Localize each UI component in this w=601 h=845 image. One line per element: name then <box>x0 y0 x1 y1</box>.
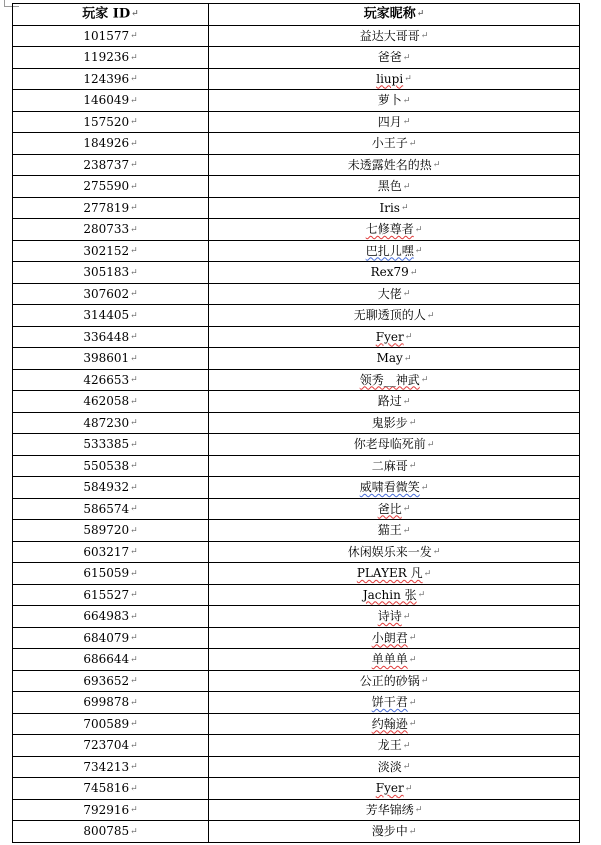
player-nickname-cell <box>209 584 580 606</box>
player-id: 398601 <box>83 351 130 365</box>
player-id: 487230 <box>83 415 130 430</box>
player-nickname: 芳华锦绣 <box>365 802 414 817</box>
cell-end-mark: ↵ <box>130 289 138 299</box>
player-nickname: 猫王 <box>377 523 402 537</box>
player-id: 792916 <box>83 802 130 817</box>
player-id-cell <box>13 326 209 348</box>
cell-end-mark: ↵ <box>130 568 138 579</box>
player-id-cell <box>13 799 209 821</box>
player-id: 305183 <box>83 265 130 279</box>
player-id: 280733 <box>83 222 130 236</box>
table-row <box>13 154 580 176</box>
player-nickname-cell <box>209 369 580 391</box>
player-nickname: 四月 <box>377 114 402 129</box>
header-player-id: 玩家 ID↵ <box>13 4 209 26</box>
player-nickname: 益达大哥哥 <box>359 28 420 43</box>
cell-end-mark: ↵ <box>130 203 138 213</box>
player-id-cell <box>13 649 209 671</box>
player-id: 124396 <box>83 71 130 86</box>
cell-end-mark: ↵ <box>130 224 138 235</box>
player-id: 615527 <box>83 587 130 602</box>
table-row <box>13 735 580 757</box>
cell-end-mark: ↵ <box>130 482 138 493</box>
player-id-cell <box>13 176 209 198</box>
table-row <box>13 498 580 520</box>
cell-end-mark: ↵ <box>408 633 417 643</box>
table-row <box>13 111 580 133</box>
cell-end-mark: ↵ <box>130 160 138 170</box>
cell-end-mark: ↵ <box>130 353 138 364</box>
cell-end-mark: ↵ <box>130 418 138 428</box>
player-nickname: liupi <box>376 71 404 86</box>
player-nickname-cell <box>209 412 580 434</box>
table-row <box>13 649 580 671</box>
player-id: 723704 <box>83 738 130 752</box>
player-nickname: 爸比 <box>377 501 402 516</box>
player-id-cell <box>13 47 209 69</box>
player-nickname: 公正的砂锅 <box>359 673 420 688</box>
player-id-cell <box>13 498 209 520</box>
player-nickname: 领秀__神武 <box>359 372 420 387</box>
player-id: 533385 <box>83 437 130 451</box>
player-nickname-cell <box>209 240 580 262</box>
player-id-cell <box>13 68 209 90</box>
cell-end-mark: ↵ <box>408 654 417 665</box>
player-id-cell <box>13 434 209 456</box>
cell-end-mark: ↵ <box>402 611 411 622</box>
player-nickname-cell <box>209 799 580 821</box>
cell-end-mark: ↵ <box>402 504 411 514</box>
player-id-cell <box>13 369 209 391</box>
cell-end-mark: ↵ <box>404 332 413 342</box>
player-id-cell <box>13 305 209 327</box>
cell-end-mark: ↵ <box>130 676 138 686</box>
player-nickname-cell <box>209 670 580 692</box>
player-nickname: Iris <box>379 200 400 215</box>
cell-end-mark: ↵ <box>423 568 432 579</box>
table-row <box>13 756 580 778</box>
player-id-cell <box>13 692 209 714</box>
table-row <box>13 47 580 69</box>
cell-end-mark: ↵ <box>130 117 138 127</box>
player-id: 426653 <box>83 372 130 387</box>
player-id-cell <box>13 520 209 542</box>
player-nickname-cell <box>209 219 580 241</box>
cell-end-mark: ↵ <box>404 783 413 794</box>
cell-end-mark: ↵ <box>130 332 138 342</box>
player-id: 589720 <box>83 523 130 537</box>
cell-end-mark: ↵ <box>130 826 138 837</box>
player-id-cell <box>13 240 209 262</box>
player-id-cell <box>13 735 209 757</box>
cell-end-mark: ↵ <box>409 267 418 278</box>
cell-end-mark: ↵ <box>426 310 435 321</box>
player-nickname: 约翰逊 <box>371 716 408 731</box>
header-player-nickname: 玩家昵称↵ <box>209 4 580 26</box>
player-id-cell <box>13 391 209 413</box>
player-table <box>12 3 580 843</box>
player-nickname: 未透露姓名的热 <box>347 157 432 172</box>
player-nickname-cell <box>209 90 580 112</box>
cell-end-mark: ↵ <box>130 504 138 514</box>
player-nickname: Fyer <box>375 781 404 795</box>
player-id: 146049 <box>83 93 130 107</box>
cell-end-mark: ↵ <box>130 783 138 794</box>
table-row <box>13 541 580 563</box>
player-id: 184926 <box>83 136 130 150</box>
player-id-cell <box>13 713 209 735</box>
player-id: 314405 <box>83 308 130 322</box>
player-nickname: 鬼影步 <box>371 415 408 430</box>
player-nickname-cell <box>209 391 580 413</box>
player-nickname: 小王子 <box>371 136 408 150</box>
player-id: 745816 <box>83 781 130 795</box>
player-nickname: 萝卜 <box>377 93 402 107</box>
player-id-cell <box>13 90 209 112</box>
player-nickname-cell <box>209 649 580 671</box>
player-id: 336448 <box>83 329 130 344</box>
player-nickname-cell <box>209 606 580 628</box>
cell-end-mark: ↵ <box>130 461 138 471</box>
player-nickname: 二麻哥 <box>371 458 408 473</box>
table-row <box>13 606 580 628</box>
player-id-cell <box>13 778 209 800</box>
cell-end-mark: ↵ <box>130 74 138 84</box>
cell-end-mark: ↵ <box>408 418 417 428</box>
cell-end-mark: ↵ <box>130 31 138 41</box>
cell-end-mark: ↵ <box>130 654 138 665</box>
cell-end-mark: ↵ <box>414 805 423 815</box>
cell-end-mark: ↵ <box>416 9 425 19</box>
player-nickname-cell <box>209 756 580 778</box>
player-id: 584932 <box>83 480 130 494</box>
table-row <box>13 778 580 800</box>
player-id: 462058 <box>83 394 130 408</box>
player-nickname: 龙王 <box>377 738 402 752</box>
table-row <box>13 412 580 434</box>
player-nickname-cell <box>209 713 580 735</box>
player-id-cell <box>13 670 209 692</box>
player-nickname-cell <box>209 25 580 47</box>
player-nickname-cell <box>209 563 580 585</box>
cell-end-mark: ↵ <box>130 525 138 536</box>
player-nickname: 路过 <box>377 394 402 408</box>
table-row <box>13 799 580 821</box>
player-nickname-cell <box>209 262 580 284</box>
cell-end-mark: ↵ <box>130 181 138 192</box>
cell-end-mark: ↵ <box>432 547 441 557</box>
player-id: 302152 <box>83 243 130 258</box>
table-row <box>13 305 580 327</box>
cell-end-mark: ↵ <box>130 805 138 815</box>
player-id-cell <box>13 584 209 606</box>
player-nickname-cell <box>209 455 580 477</box>
player-id-cell <box>13 197 209 219</box>
player-nickname: PLAYER 凡 <box>356 566 423 580</box>
player-id: 615059 <box>83 566 130 580</box>
player-id-cell <box>13 756 209 778</box>
player-nickname: 威啸看微笑 <box>359 480 420 494</box>
cell-end-mark: ↵ <box>130 740 138 751</box>
player-id-cell <box>13 111 209 133</box>
table-row <box>13 477 580 499</box>
player-id: 307602 <box>83 286 130 301</box>
cell-end-mark: ↵ <box>130 138 138 149</box>
player-nickname: May <box>376 351 403 365</box>
player-nickname-cell <box>209 197 580 219</box>
cell-end-mark: ↵ <box>130 697 138 708</box>
cell-end-mark: ↵ <box>130 719 138 729</box>
player-id-cell <box>13 154 209 176</box>
cell-end-mark: ↵ <box>408 138 417 149</box>
cell-end-mark: ↵ <box>408 697 417 708</box>
cell-end-mark: ↵ <box>402 525 411 536</box>
player-nickname: 你老母临死前 <box>353 437 426 451</box>
player-id: 119236 <box>83 50 130 64</box>
table-row <box>13 455 580 477</box>
player-nickname: 漫步中 <box>371 824 408 838</box>
table-row <box>13 90 580 112</box>
player-id-cell <box>13 348 209 370</box>
player-nickname-cell <box>209 778 580 800</box>
table-row <box>13 68 580 90</box>
player-id-cell <box>13 627 209 649</box>
player-nickname: 小朗君 <box>371 630 408 645</box>
cell-end-mark: ↵ <box>400 203 409 213</box>
player-id: 693652 <box>83 673 130 688</box>
cell-end-mark: ↵ <box>420 31 429 41</box>
player-id: 157520 <box>83 114 130 129</box>
player-id-cell <box>13 133 209 155</box>
player-nickname-cell <box>209 520 580 542</box>
player-nickname: Jachin 张 <box>362 587 417 602</box>
cell-end-mark: ↵ <box>408 461 417 471</box>
player-id-cell <box>13 412 209 434</box>
player-id: 664983 <box>83 609 130 623</box>
player-id: 238737 <box>83 157 130 172</box>
player-nickname: 单单单 <box>371 652 408 666</box>
player-id: 603217 <box>83 544 130 559</box>
player-nickname-cell <box>209 326 580 348</box>
player-id-cell <box>13 541 209 563</box>
player-nickname-cell <box>209 498 580 520</box>
cell-end-mark: ↵ <box>130 762 138 772</box>
player-id: 686644 <box>83 652 130 666</box>
table-row <box>13 176 580 198</box>
table-body <box>13 25 580 842</box>
player-nickname: 爸爸 <box>377 50 402 64</box>
player-id: 700589 <box>83 716 130 731</box>
player-nickname: 黑色 <box>377 179 402 193</box>
player-id: 101577 <box>83 28 130 43</box>
player-nickname-cell <box>209 821 580 843</box>
table-row <box>13 391 580 413</box>
player-nickname: Fyer <box>375 329 404 344</box>
player-id-cell <box>13 283 209 305</box>
cell-end-mark: ↵ <box>130 439 138 450</box>
table-row <box>13 692 580 714</box>
player-nickname: 诗诗 <box>377 609 402 623</box>
player-id-cell <box>13 606 209 628</box>
player-nickname-cell <box>209 477 580 499</box>
player-id: 684079 <box>83 630 130 645</box>
cell-end-mark: ↵ <box>130 310 138 321</box>
cell-end-mark: ↵ <box>130 267 138 278</box>
table-row <box>13 627 580 649</box>
player-nickname-cell <box>209 692 580 714</box>
player-id: 550538 <box>83 458 130 473</box>
player-nickname-cell <box>209 627 580 649</box>
player-nickname: 无聊透顶的人 <box>353 308 426 322</box>
cell-end-mark: ↵ <box>130 633 138 643</box>
table-row <box>13 326 580 348</box>
table-row <box>13 584 580 606</box>
cell-end-mark: ↵ <box>130 396 138 407</box>
player-nickname-cell <box>209 283 580 305</box>
table-header-row <box>13 4 580 26</box>
cell-end-mark: ↵ <box>402 396 411 407</box>
player-nickname: 饼干君 <box>371 695 408 709</box>
cell-end-mark: ↵ <box>130 95 138 106</box>
cell-end-mark: ↵ <box>414 224 423 235</box>
table-row <box>13 369 580 391</box>
player-nickname: Rex79 <box>370 265 409 279</box>
player-id: 275590 <box>83 179 130 193</box>
player-id: 586574 <box>83 501 130 516</box>
player-nickname-cell <box>209 434 580 456</box>
player-nickname-cell <box>209 541 580 563</box>
cell-end-mark: ↵ <box>426 439 435 450</box>
cell-end-mark: ↵ <box>414 246 423 256</box>
table-row <box>13 821 580 843</box>
player-nickname-cell <box>209 47 580 69</box>
player-id-cell <box>13 25 209 47</box>
player-nickname: 巴扎儿嘿 <box>365 243 414 258</box>
cell-end-mark: ↵ <box>130 375 138 385</box>
cell-end-mark: ↵ <box>408 826 417 837</box>
cell-end-mark: ↵ <box>420 482 429 493</box>
player-nickname: 淡淡 <box>377 759 402 774</box>
cell-end-mark: ↵ <box>420 676 429 686</box>
table-row <box>13 434 580 456</box>
table-row <box>13 197 580 219</box>
player-nickname: 大佬 <box>377 286 402 301</box>
cell-end-mark: ↵ <box>408 719 417 729</box>
player-nickname-cell <box>209 176 580 198</box>
player-id: 277819 <box>83 200 130 215</box>
table-row <box>13 563 580 585</box>
player-id-cell <box>13 477 209 499</box>
table-row <box>13 25 580 47</box>
player-nickname-cell <box>209 735 580 757</box>
table-row <box>13 713 580 735</box>
table-row <box>13 133 580 155</box>
cell-end-mark: ↵ <box>130 52 138 63</box>
player-id-cell <box>13 821 209 843</box>
cell-end-mark: ↵ <box>417 590 426 600</box>
cell-end-mark: ↵ <box>402 740 411 751</box>
cell-end-mark: ↵ <box>404 74 412 84</box>
table-row <box>13 219 580 241</box>
cell-end-mark: ↵ <box>402 762 411 772</box>
player-nickname-cell <box>209 68 580 90</box>
cell-end-mark: ↵ <box>432 160 441 170</box>
player-id: 734213 <box>83 759 130 774</box>
player-nickname: 休闲娱乐来一发 <box>347 544 432 559</box>
cell-end-mark: ↵ <box>130 611 138 622</box>
player-id-cell <box>13 563 209 585</box>
table-row <box>13 670 580 692</box>
cell-end-mark: ↵ <box>403 353 412 364</box>
cell-end-mark: ↵ <box>130 246 138 256</box>
cell-end-mark: ↵ <box>130 547 138 557</box>
player-nickname-cell <box>209 133 580 155</box>
player-nickname: 七修尊者 <box>365 222 414 236</box>
cell-end-mark: ↵ <box>131 9 139 19</box>
player-nickname-cell <box>209 305 580 327</box>
player-id-cell <box>13 262 209 284</box>
table-row <box>13 520 580 542</box>
table-row <box>13 262 580 284</box>
player-id: 800785 <box>83 824 130 838</box>
cell-end-mark: ↵ <box>402 181 411 192</box>
cell-end-mark: ↵ <box>420 375 429 385</box>
cell-end-mark: ↵ <box>130 590 138 600</box>
player-id-cell <box>13 455 209 477</box>
player-nickname-cell <box>209 348 580 370</box>
table-row <box>13 240 580 262</box>
cell-end-mark: ↵ <box>402 289 411 299</box>
table-row <box>13 348 580 370</box>
cell-end-mark: ↵ <box>402 95 411 106</box>
cell-end-mark: ↵ <box>402 117 411 127</box>
player-id-cell <box>13 219 209 241</box>
table-row <box>13 283 580 305</box>
player-nickname-cell <box>209 154 580 176</box>
player-id: 699878 <box>83 695 130 709</box>
player-nickname-cell <box>209 111 580 133</box>
cell-end-mark: ↵ <box>402 52 411 63</box>
